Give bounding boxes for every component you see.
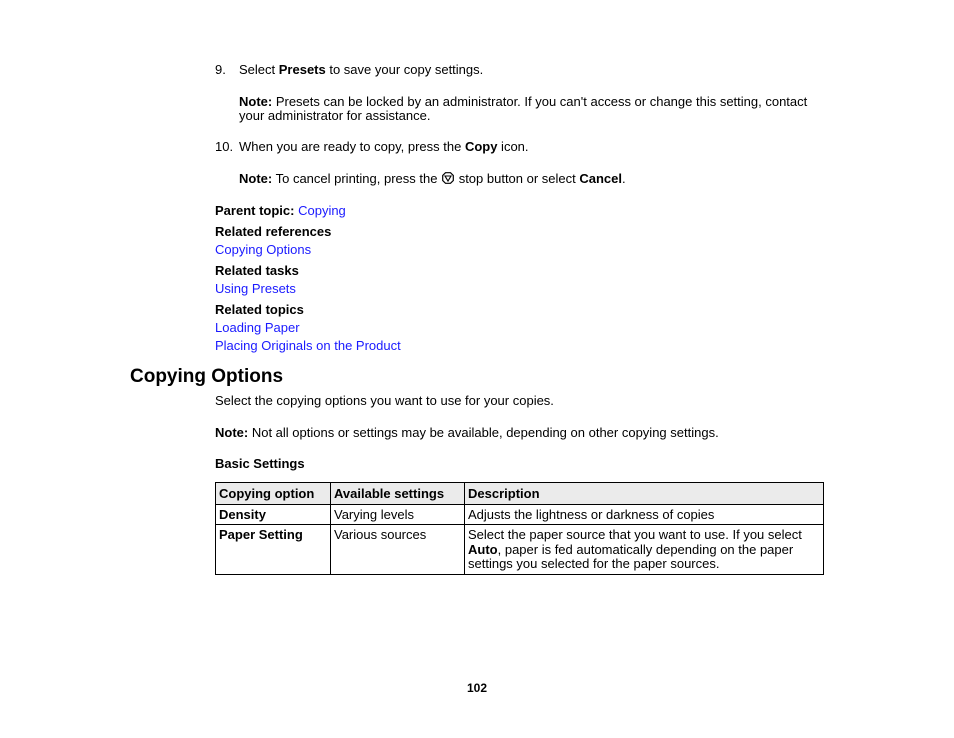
parent-topic xyxy=(215,203,346,218)
step-10-text xyxy=(239,139,529,154)
desc-line2: , paper is fed automatically depending on the paper xyxy=(497,541,794,557)
cell-settings: Varying levels xyxy=(331,504,465,525)
cell-option: Paper Setting xyxy=(216,525,331,575)
table-row xyxy=(216,525,824,575)
step-10-note-text-post: . xyxy=(622,171,626,186)
desc-line3: settings you selected for the paper sources. xyxy=(468,556,720,571)
cell-description: Adjusts the lightness or darkness of copies xyxy=(465,504,824,525)
cancel-term: Cancel xyxy=(579,171,623,186)
note-label: Note: xyxy=(239,94,273,109)
header-copying-option: Copying option xyxy=(216,483,331,505)
link-placing-originals[interactable]: Placing Originals on the Product xyxy=(215,338,401,353)
header-description: Description xyxy=(465,483,824,505)
step-10-number: 10. xyxy=(215,139,234,154)
step-10-note xyxy=(239,171,626,186)
header-available-settings: Available settings xyxy=(331,483,465,505)
cell-settings: Various sources xyxy=(331,525,465,575)
step-9-note-line1 xyxy=(239,94,807,109)
table-row xyxy=(216,504,824,525)
stop-icon xyxy=(442,172,454,184)
section-intro: Select the copying options you want to use for your copies. xyxy=(215,393,554,408)
section-note xyxy=(215,425,719,440)
related-topics-heading: Related topics xyxy=(215,302,304,317)
link-using-presets[interactable]: Using Presets xyxy=(215,281,296,296)
cell-option: Density xyxy=(216,504,331,525)
link-loading-paper[interactable]: Loading Paper xyxy=(215,320,300,335)
copying-options-table xyxy=(215,482,824,575)
step-9-text-post: to save your copy settings. xyxy=(325,62,484,77)
parent-topic-link[interactable]: Copying xyxy=(298,203,346,218)
note-label: Note: xyxy=(215,425,249,440)
step-9-note-line2: your administrator for assistance. xyxy=(239,108,431,123)
link-copying-options[interactable]: Copying Options xyxy=(215,242,312,257)
parent-topic-label: Parent topic: xyxy=(215,203,295,218)
step-9-number: 9. xyxy=(215,62,226,77)
basic-settings-heading: Basic Settings xyxy=(215,456,305,471)
step-9-text-pre: Select xyxy=(239,62,279,77)
step-10-note-text-mid: stop button or select xyxy=(455,171,580,186)
step-9-presets-term: Presets xyxy=(278,62,326,77)
step-9-text xyxy=(239,62,483,77)
cell-description xyxy=(465,525,824,575)
section-note-text: Not all options or settings may be available, depending on other copying settings. xyxy=(248,425,719,440)
note-label: Note: xyxy=(239,171,273,186)
related-tasks-heading: Related tasks xyxy=(215,263,299,278)
auto-term: Auto xyxy=(468,541,498,557)
step-10-text-post: icon. xyxy=(497,139,529,154)
step-10-note-text-pre: To cancel printing, press the xyxy=(272,171,442,186)
related-references-heading: Related references xyxy=(215,224,332,239)
step-9-note-text: Presets can be locked by an administrator. If you can't access or change this setting, contact xyxy=(272,94,808,109)
desc-line1: Select the paper source that you want to use. If you select xyxy=(468,527,802,542)
step-10-copy-term: Copy xyxy=(464,139,498,154)
step-10-text-pre: When you are ready to copy, press the xyxy=(239,139,465,154)
page-number: 102 xyxy=(466,681,488,695)
section-title: Copying Options xyxy=(130,366,284,387)
table-header-row xyxy=(216,483,824,505)
